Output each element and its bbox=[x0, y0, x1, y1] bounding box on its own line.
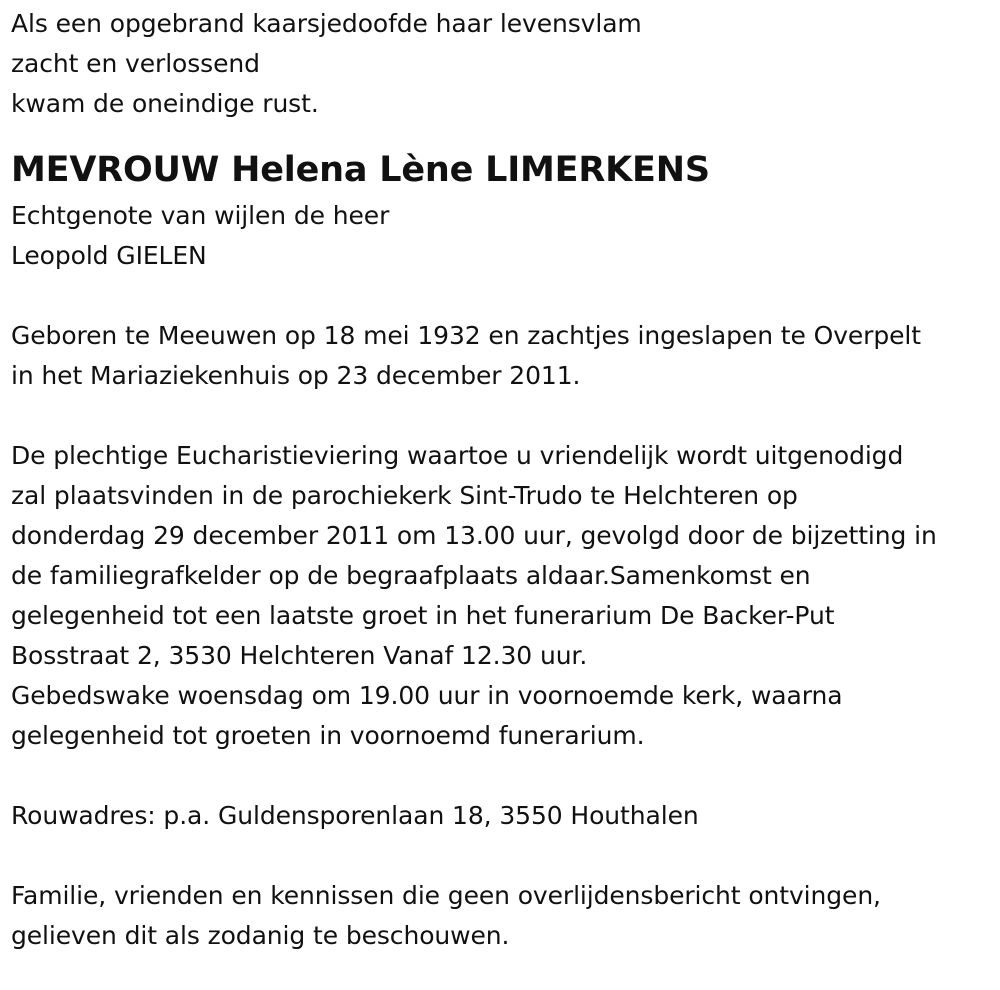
ceremony-line: Bosstraat 2, 3530 Helchteren Vanaf 12.30 uur. bbox=[11, 641, 588, 670]
poem-line: Als een opgebrand kaarsjedoofde haar levensvlam bbox=[11, 9, 642, 38]
ceremony-line: donderdag 29 december 2011 om 13.00 uur, gevolgd door de bijzetting in bbox=[11, 521, 937, 550]
spacer bbox=[11, 836, 996, 876]
ceremony-line: de familiegrafkelder op de begraafplaats aldaar.Samenkomst en bbox=[11, 561, 811, 590]
poem-block bbox=[11, 4, 996, 124]
spacer bbox=[11, 756, 996, 796]
spacer bbox=[11, 396, 996, 436]
spouse-line: Echtgenote van wijlen de heer bbox=[11, 201, 390, 230]
ceremony-line: gelegenheid tot groeten in voornoemd funerarium. bbox=[11, 721, 645, 750]
deceased-name: MEVROUW Helena Lène LIMERKENS bbox=[11, 150, 710, 190]
birth-death-line: in het Mariaziekenhuis op 23 december 2011. bbox=[11, 361, 581, 390]
ceremony-line: zal plaatsvinden in de parochiekerk Sint-Trudo te Helchteren op bbox=[11, 481, 798, 510]
birth-death-line: Geboren te Meeuwen op 18 mei 1932 en zachtjes ingeslapen te Overpelt bbox=[11, 321, 921, 350]
spouse-line: Leopold GIELEN bbox=[11, 241, 207, 270]
mourning-address: Rouwadres: p.a. Guldensporenlaan 18, 3550 Houthalen bbox=[11, 801, 699, 830]
spacer bbox=[11, 276, 996, 316]
closing-line: gelieven dit als zodanig te beschouwen. bbox=[11, 921, 510, 950]
ceremony-line: De plechtige Eucharistieviering waartoe u vriendelijk wordt uitgenodigd bbox=[11, 441, 904, 470]
birth-death-block bbox=[11, 316, 996, 396]
poem-line: kwam de oneindige rust. bbox=[11, 89, 319, 118]
obituary-notice bbox=[11, 4, 996, 956]
closing-block bbox=[11, 876, 996, 956]
closing-line: Familie, vrienden en kennissen die geen overlijdensbericht ontvingen, bbox=[11, 881, 881, 910]
ceremony-line: Gebedswake woensdag om 19.00 uur in voornoemde kerk, waarna bbox=[11, 681, 843, 710]
ceremony-line: gelegenheid tot een laatste groet in het funerarium De Backer-Put bbox=[11, 601, 835, 630]
spouse-block bbox=[11, 196, 996, 276]
ceremony-block bbox=[11, 436, 996, 756]
poem-line: zacht en verlossend bbox=[11, 49, 260, 78]
